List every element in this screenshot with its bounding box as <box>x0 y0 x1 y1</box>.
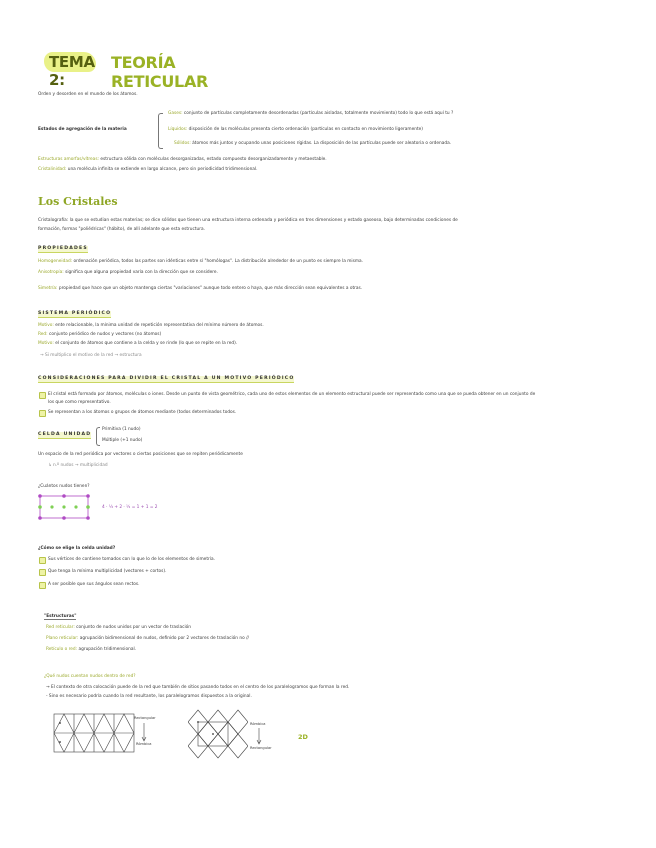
count-formula: 4 · ¼ + 2 · ½ = 1 + 1 = 2 <box>102 505 158 510</box>
aggregation-label: Estados de agregación de la materia <box>38 127 127 132</box>
label-rombica: Rómbica <box>136 742 152 746</box>
cell-note: ↳ n.º nudos → multiplicidad <box>48 463 108 468</box>
cell-primitive: Primitiva (1 nudo) <box>102 427 141 432</box>
choose-item-3: A ser posible que sus ángulos sean rectos. <box>48 582 140 587</box>
title-name: TEORÍA RETICULAR <box>111 53 209 91</box>
consider-heading: CONSIDERACIONES PARA DIVIDIR EL CRISTAL A UN MOTIVO PERIÓDICO <box>38 376 295 381</box>
periodic-item-2: Red: conjunto periódico de nudos y vectores (no átomos) <box>38 332 162 337</box>
cell-multiple: Múltiple (+1 nudo) <box>102 438 143 443</box>
property-homogeneity: Homogeneidad: ordenación periódica, todos las partes son idénticas entre sí "homólogas". La distribución alrededor de un punto es siempre la misma. <box>38 259 363 264</box>
arrow-down-icon-2 <box>255 727 263 747</box>
crystals-heading: Los Cristales <box>38 195 118 208</box>
periodic-item-1: Motivo: ente relacionable, la mínima unidad de repetición representativa del mínimo número de átomos. <box>38 323 264 328</box>
crystals-def-2: formación, formas "poliédricas" (hábito), de allí adelante que esta estructura. <box>38 227 206 232</box>
rectangular-lattice-drawing <box>52 712 142 756</box>
cell-heading: CELDA UNIDAD <box>38 432 92 437</box>
defs-heading: "Estructuras" <box>44 614 77 619</box>
wigner-item-1: → El contexto de otra colocación puede de la red que también de sitios pasando todos en el centro de los paralelogramos que forman la red. <box>46 685 350 690</box>
choose-item-2: Que tenga la mínima multiplicidad (vectores + cortos). <box>48 569 167 574</box>
cell-brace <box>96 427 100 446</box>
crystals-def-1: Cristalografía: la que se estudian estas materias; se dice sólidos que tienen una estructura interna ordenada y periódica en tres dimensiones y estado gaseoso, bajo determinadas condiciones de <box>38 218 458 223</box>
periodic-heading: SISTEMA PERIÓDICO <box>38 311 112 316</box>
state-liquids: Líquidos: disposición de las moléculas presenta cierto ordenación (partículas en contacto en movimiento ligeramente) <box>168 127 423 132</box>
label-rectangular: Rectangular <box>134 716 156 720</box>
crystalline-line: Cristalinidad: una molécula infinita se extiende en largo alcance, pero sin periodicidad tridimensional. <box>38 167 258 172</box>
arrow-down-icon <box>140 722 148 744</box>
title-tema: TEMA 2: <box>49 53 95 89</box>
choose-item-1: Sus vértices de contiene tomados con lo que lo de los elementos de simetría. <box>48 557 215 562</box>
def-plano-reticular: Plano reticular: agrupación bidimensional de nudos, definido por 2 vectores de traslación no // <box>46 636 249 641</box>
choose-box-2 <box>39 569 46 576</box>
choose-box-3 <box>39 582 46 589</box>
consider-item-2: Se representan a los átomos o grupos de átomos mediante (todos determinados todos. <box>48 410 237 415</box>
label-rectangular-2: Rectangular <box>250 746 272 750</box>
label-2d: 2D <box>298 733 308 741</box>
wigner-question: ¿Qué nudos cuentan nudos dentro de red? <box>44 674 136 679</box>
bullet-box-1 <box>39 392 46 399</box>
intro-text: Orden y desorden en el mundo de los átomos. <box>38 92 138 97</box>
periodic-item-3: Motivo: el conjunto de átomos que contiene a la celda y se rinde (lo que se repite en la red). <box>38 341 238 346</box>
periodic-note: → Si multiplico el motivo de la red → estructura <box>40 353 142 358</box>
label-rombica-2: Rómbica <box>250 722 266 726</box>
amorphous-line: Estructuras amorfas/vítreas: estructura sólida con moléculas desorganizadas, estado compuesto desorganizadamente y metaestable. <box>38 157 327 162</box>
def-reticulo: Retículo o red: agrupación tridimensional. <box>46 647 137 652</box>
state-solids: Sólidos: átomos más juntos y ocupando unas posiciones rígidas. La disposición de las partículas puede ser aleatoria o ordenada. <box>174 141 452 146</box>
property-anisotropy: Anisotropía: significa que alguna propiedad varía con la dirección que se considere. <box>38 270 218 275</box>
property-symmetry: Simetría: propiedad que hace que un objeto mantenga ciertas "variaciones" aunque todo entero o haya, que más dirección sean equivalentes a otras. <box>38 286 363 291</box>
consider-item-1b: los que como representativo. <box>48 400 111 405</box>
cell-desc: Un espacio de la red periódica por vectores o ciertas posiciones que se repiten periódicamente <box>38 452 243 457</box>
count-question: ¿Cuántos nudos tienen? <box>38 484 90 489</box>
wigner-item-2: - Sino es necesario podría cuando la red resultante, los paralelogramos dispuestos a la original. <box>46 694 252 699</box>
bullet-box-2 <box>39 410 46 417</box>
state-gases: Gases: conjunto de partículas completamente desordenadas (partículas aisladas, totalmente movimiento) todo lo que está aquí tu ? <box>168 111 454 116</box>
lattice-cell-drawing <box>36 492 94 522</box>
def-red-reticular: Red reticular: conjunto de nudos unidos por un vector de traslación <box>46 625 192 630</box>
properties-heading: PROPIEDADES <box>38 246 88 251</box>
choose-box-1 <box>39 557 46 564</box>
aggregation-brace <box>158 113 163 149</box>
rhombic-lattice-drawing <box>188 708 248 760</box>
choose-heading: ¿Cómo se elige la celda unidad? <box>38 546 116 551</box>
consider-item-1: El cristal está formado por átomos, moléculas o iones. Desde un punto de vista geométrico, cada uno de estos elementos de un elemento estructural puede ser representado como una que se pueda obtener en un conjunto de <box>48 392 536 397</box>
